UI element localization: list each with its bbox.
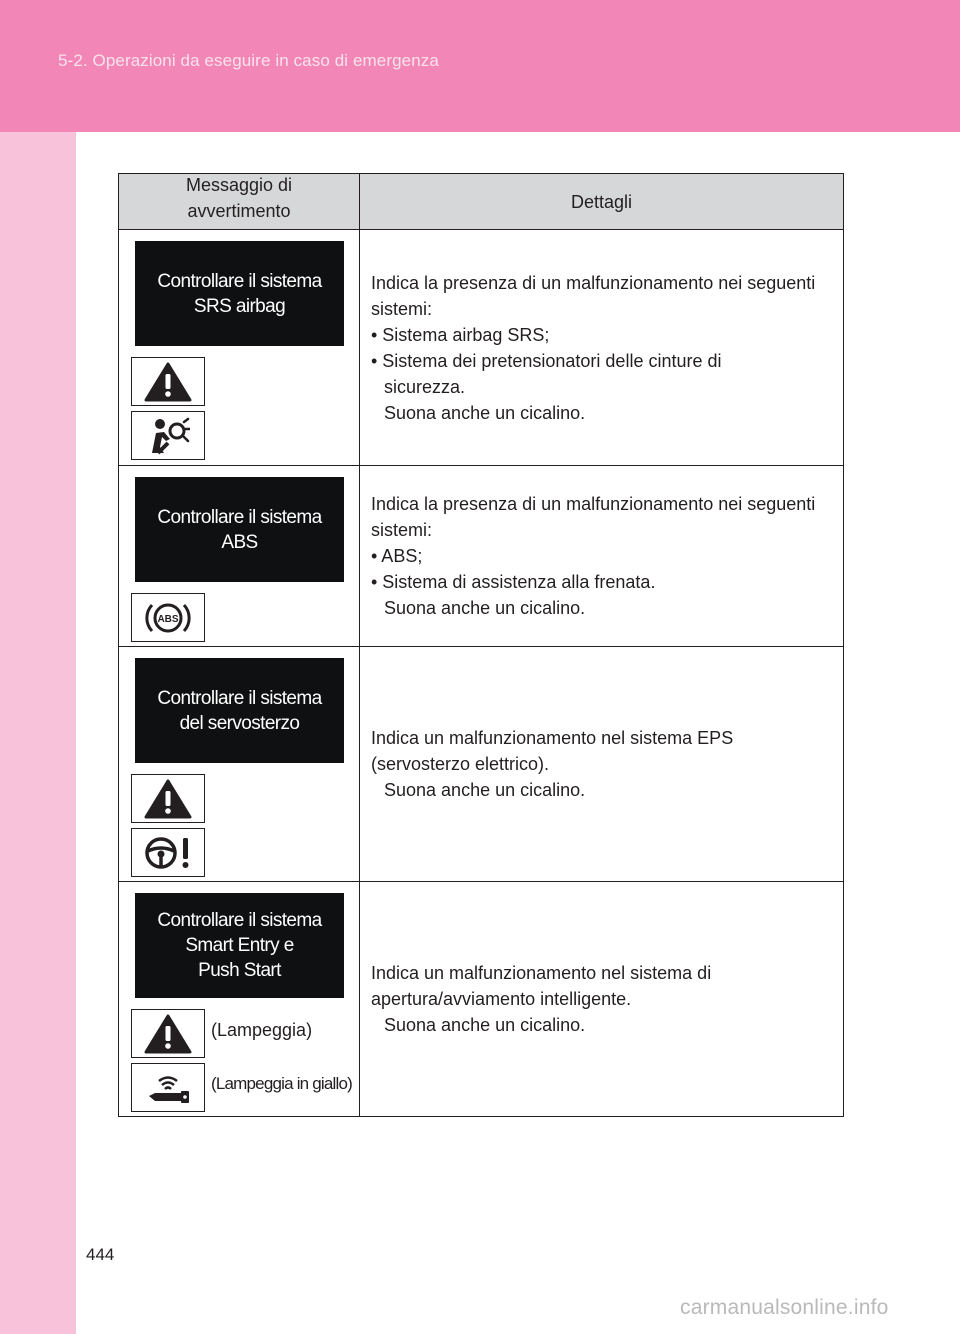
message-cell	[119, 230, 360, 466]
warning-triangle-icon	[131, 1009, 205, 1058]
icon-note-flashing: (Lampeggia)	[211, 1020, 313, 1040]
table-row	[119, 882, 844, 1117]
details-cell: Indica un malfunzionamento nel sistema EPS (servosterzo elettrico). Suona anche un cicalino.	[360, 647, 844, 882]
table-header-row	[119, 174, 844, 230]
side-band	[0, 132, 76, 1334]
warning-table	[118, 173, 844, 1117]
smart-key-icon	[131, 1063, 205, 1112]
table-row	[119, 647, 844, 882]
display-message: Controllare il sistema ABS	[135, 477, 344, 582]
message-cell	[119, 647, 360, 882]
display-message: Controllare il sistema Smart Entry e Push Start	[135, 893, 344, 998]
table-row	[119, 230, 844, 466]
message-cell	[119, 466, 360, 647]
details-cell: Indica la presenza di un malfunzionamento nei seguenti sistemi: • ABS; • Sistema di assistenza alla frenata. Suona anche un cicalino.	[360, 466, 844, 647]
display-message: Controllare il sistema del servosterzo	[135, 658, 344, 763]
details-cell: Indica un malfunzionamento nel sistema di apertura/avviamento intelligente. Suona anche un cicalino.	[360, 882, 844, 1117]
warning-triangle-icon	[131, 774, 205, 823]
page-number: 444	[86, 1245, 115, 1264]
display-message: Controllare il sistema SRS airbag	[135, 241, 344, 346]
section-title: 5-2. Operazioni da eseguire in caso di emergenza	[58, 51, 439, 70]
message-cell	[119, 882, 360, 1117]
abs-icon-label: ABS	[157, 613, 179, 625]
watermark: carmanualsonline.info	[680, 1296, 889, 1319]
column-header-details: Dettagli	[360, 174, 844, 230]
column-header-message: Messaggio di avvertimento	[119, 174, 360, 230]
warning-triangle-icon	[131, 357, 205, 406]
airbag-icon	[131, 411, 205, 460]
eps-steering-icon	[131, 828, 205, 877]
table-row	[119, 466, 844, 647]
abs-icon	[131, 593, 205, 642]
details-cell: Indica la presenza di un malfunzionamento nei seguenti sistemi: • Sistema airbag SRS; • Sistema dei pretensionatori delle cinture di sicurezza. Suona anche un cicalino.	[360, 230, 844, 466]
icon-note-flashing-yellow: (Lampeggia in giallo)	[211, 1074, 353, 1093]
